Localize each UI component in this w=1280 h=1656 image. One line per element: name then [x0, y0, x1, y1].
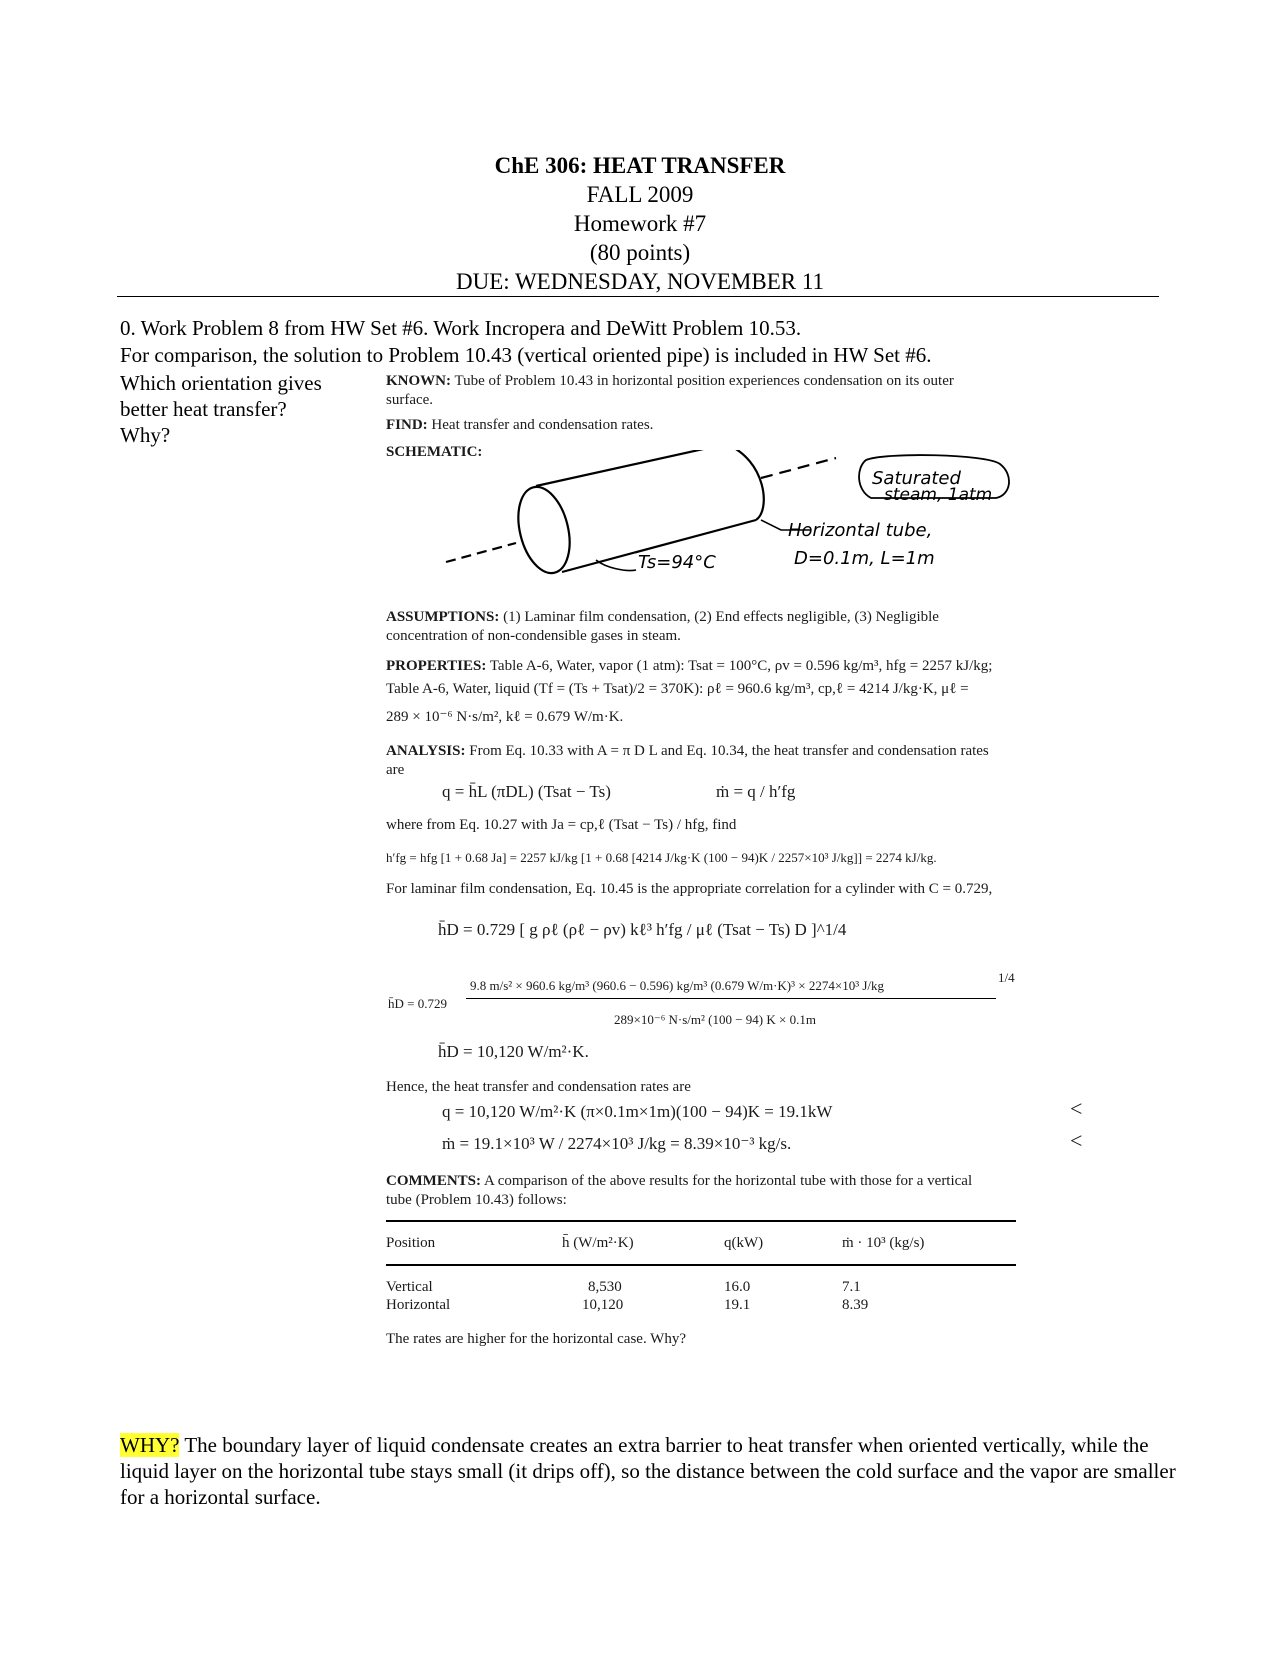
comments-text: A comparison of the above results for the horizontal tube with those for a vertical: [483, 1173, 973, 1189]
known-line: [386, 372, 954, 391]
table-mid-rule: [386, 1264, 1016, 1266]
surface-temp: Ts=94°C: [638, 552, 716, 573]
find-label: FIND:: [386, 417, 428, 433]
due-date: DUE: WEDNESDAY, NOVEMBER 11: [455, 269, 825, 294]
hence-text: Hence, the heat transfer and condensation rates are: [386, 1079, 691, 1095]
table-top-rule: [386, 1220, 1016, 1222]
assumptions-line: [386, 608, 939, 627]
find-text: Heat transfer and condensation rates.: [431, 417, 654, 433]
known-label: KNOWN:: [386, 373, 451, 389]
equation-hD-exponent: 1/4: [998, 970, 1015, 985]
term: FALL 2009: [586, 182, 694, 207]
result-q: q = 10,120 W/m²·K (π×0.1m×1m)(100 − 94)K = 19.1kW: [442, 1102, 833, 1121]
table-header-q: q(kW): [724, 1235, 764, 1251]
table-cell: 19.1: [724, 1297, 751, 1313]
table-cell: 8,530: [588, 1279, 622, 1295]
points: (80 points): [589, 240, 691, 265]
equation-where: where from Eq. 10.27 with Ja = cp,ℓ (Tsat − Ts) / hfg, find: [386, 817, 737, 833]
assumptions-label: ASSUMPTIONS:: [386, 609, 500, 625]
known-text: Tube of Problem 10.43 in horizontal position experiences condensation on its outer: [454, 373, 954, 389]
question: [120, 370, 365, 448]
bubble-line-1: Saturated: [872, 468, 961, 489]
properties-text-1: Table A-6, Water, vapor (1 atm): Tsat = 100°C, ρv = 0.596 kg/m³, hfg = 2257 kJ/kg;: [489, 658, 993, 674]
table-cell: Horizontal: [386, 1297, 451, 1313]
question-line: better heat transfer?: [120, 397, 287, 421]
equation-hD-denominator: 289×10⁻⁶ N·s/m² (100 − 94) K × 0.1m: [614, 1012, 816, 1027]
properties-line-1: [386, 657, 992, 676]
why-answer: [120, 1432, 1180, 1510]
result-mdot: ṁ = 19.1×10³ W / 2274×10³ J/kg = 8.39×10⁻³ kg/s.: [442, 1134, 792, 1153]
header-divider: [117, 296, 1159, 297]
table-header-position: Position: [386, 1235, 436, 1251]
comments-label: COMMENTS:: [386, 1173, 481, 1189]
axis-line-left: [446, 543, 516, 562]
question-line: Which orientation gives: [120, 371, 322, 395]
assumptions-text: (1) Laminar film condensation, (2) End effects negligible, (3) Negligible: [503, 609, 939, 625]
analysis-text: From Eq. 10.33 with A = π D L and Eq. 10.34, the heat transfer and condensation rates: [469, 743, 989, 759]
table-header-h: h̄ (W/m²·K): [562, 1235, 634, 1251]
schematic-label: SCHEMATIC:: [386, 444, 483, 460]
comments-line: [386, 1172, 972, 1191]
tube-end-near: [510, 482, 578, 579]
analysis-text-2: are: [386, 762, 405, 778]
course-title: ChE 306: HEAT TRANSFER: [494, 153, 786, 178]
find-line: [386, 416, 653, 435]
table-header-mdot: ṁ · 10³ (kg/s): [842, 1235, 925, 1251]
equation-hfg: h′fg = hfg [1 + 0.68 Ja] = 2257 kJ/kg [1 + 0.68 [4214 J/kg·K (100 − 94)K / 2257×10³ J/kg]] = 2274 kJ/kg.: [386, 850, 937, 865]
problem-line-2: For comparison, the solution to Problem 10.43 (vertical oriented pipe) is included in HW Set #6.: [120, 343, 932, 367]
table-cell: 8.39: [842, 1297, 869, 1313]
equation-mdot: ṁ = q / h′fg: [716, 782, 796, 801]
table-cell: 7.1: [842, 1279, 861, 1295]
answer-marker: <: [1070, 1128, 1083, 1153]
assumptions-text-2: concentration of non-condensible gases in steam.: [386, 628, 681, 644]
table-cell: 10,120: [582, 1297, 624, 1313]
why-label: WHY?: [120, 1433, 180, 1457]
equation-laminar: For laminar film condensation, Eq. 10.45 is the appropriate correlation for a cylinder with C = 0.729,: [386, 881, 993, 897]
schematic-diagram: [386, 450, 1106, 600]
equation-hD-general: h̄D = 0.729 [ g ρℓ (ρℓ − ρv) kℓ³ h′fg / μℓ (Tsat − Ts) D ]^1/4: [438, 920, 847, 939]
equation-hD-prefix: h̄D = 0.729: [388, 996, 447, 1011]
equation-hD-result: h̄D = 10,120 W/m²·K.: [438, 1042, 589, 1061]
tube-top-edge: [536, 450, 726, 486]
closing-text: The rates are higher for the horizontal case. Why?: [386, 1331, 686, 1347]
table-cell: Vertical: [386, 1279, 433, 1295]
properties-text-2: Table A-6, Water, liquid (Tf = (Ts + Tsat)/2 = 370K): ρℓ = 960.6 kg/m³, cp,ℓ = 4214 J/kg·K, μℓ =: [386, 681, 969, 697]
question-line: Why?: [120, 423, 171, 447]
why-text: The boundary layer of liquid condensate creates an extra barrier to heat transfer when oriented vertically, while the liquid layer on the horizontal tube stays small (it drips off), so the distance between the cold surface and the vapor are smaller for a horizontal surface.: [120, 1433, 1176, 1509]
properties-label: PROPERTIES:: [386, 658, 487, 674]
tube-label: Horizontal tube,: [788, 520, 933, 541]
fraction-bar: [466, 998, 996, 999]
answer-marker: <: [1070, 1096, 1083, 1121]
axis-line-right: [761, 458, 836, 478]
properties-text-3: 289 × 10⁻⁶ N·s/m², kℓ = 0.679 W/m·K.: [386, 709, 624, 725]
problem-line-1: 0. Work Problem 8 from HW Set #6. Work Incropera and DeWitt Problem 10.53.: [120, 316, 802, 340]
equation-q: q = h̄L (πDL) (Tsat − Ts): [442, 782, 611, 801]
tube-end-far: [726, 450, 764, 520]
analysis-line: [386, 742, 989, 761]
analysis-label: ANALYSIS:: [386, 743, 466, 759]
equation-hD-numerator: 9.8 m/s² × 960.6 kg/m³ (960.6 − 0.596) kg/m³ (0.679 W/m·K)³ × 2274×10³ J/kg: [470, 978, 885, 993]
assignment-title: Homework #7: [573, 211, 707, 236]
bubble-line-2: steam, 1atm: [884, 485, 993, 505]
table-cell: 16.0: [724, 1279, 751, 1295]
comments-text-2: tube (Problem 10.43) follows:: [386, 1192, 567, 1208]
known-text-2: surface.: [386, 392, 434, 408]
tube-dims: D=0.1m, L=1m: [794, 548, 935, 569]
